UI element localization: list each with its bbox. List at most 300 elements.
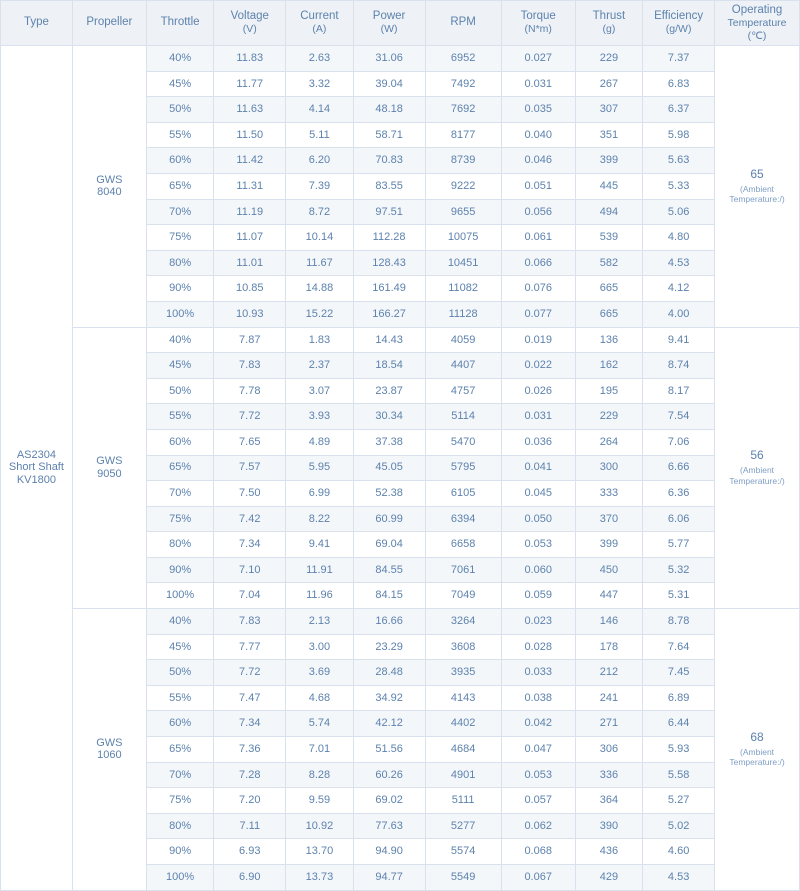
cell-torque: 0.045 bbox=[501, 481, 575, 507]
propeller-line: GWS bbox=[96, 736, 123, 749]
cell-current: 1.83 bbox=[286, 327, 353, 353]
cell-rpm: 4402 bbox=[425, 711, 501, 737]
cell-torque: 0.056 bbox=[501, 199, 575, 225]
cell-current: 9.41 bbox=[286, 532, 353, 558]
cell-rpm: 11082 bbox=[425, 276, 501, 302]
cell-rpm: 5111 bbox=[425, 788, 501, 814]
cell-voltage: 7.77 bbox=[214, 634, 286, 660]
propeller-line: GWS bbox=[96, 173, 123, 186]
cell-rpm: 4757 bbox=[425, 378, 501, 404]
cell-voltage: 7.34 bbox=[214, 532, 286, 558]
cell-power: 51.56 bbox=[353, 737, 425, 763]
cell-power: 42.12 bbox=[353, 711, 425, 737]
cell-power: 84.15 bbox=[353, 583, 425, 609]
cell-thrust: 271 bbox=[575, 711, 642, 737]
cell-voltage: 11.07 bbox=[214, 225, 286, 251]
column-header-sub: (g) bbox=[602, 23, 616, 36]
cell-power: 69.04 bbox=[353, 532, 425, 558]
cell-torque: 0.057 bbox=[501, 788, 575, 814]
cell-efficiency: 5.77 bbox=[643, 532, 715, 558]
cell-thrust: 399 bbox=[575, 532, 642, 558]
temperature-note: Temperature:/) bbox=[729, 194, 785, 205]
cell-throttle: 80% bbox=[146, 250, 213, 276]
cell-throttle: 70% bbox=[146, 199, 213, 225]
cell-voltage: 7.65 bbox=[214, 429, 286, 455]
cell-thrust: 336 bbox=[575, 762, 642, 788]
column-header-sub: (g/W) bbox=[665, 23, 692, 36]
column-header-main: Power bbox=[372, 10, 406, 23]
cell-efficiency: 4.00 bbox=[643, 301, 715, 327]
cell-voltage: 10.85 bbox=[214, 276, 286, 302]
cell-torque: 0.053 bbox=[501, 532, 575, 558]
cell-efficiency: 6.83 bbox=[643, 71, 715, 97]
cell-current: 13.70 bbox=[286, 839, 353, 865]
cell-current: 11.96 bbox=[286, 583, 353, 609]
cell-power: 128.43 bbox=[353, 250, 425, 276]
cell-rpm: 6394 bbox=[425, 506, 501, 532]
cell-rpm: 9655 bbox=[425, 199, 501, 225]
cell-torque: 0.060 bbox=[501, 557, 575, 583]
cell-current: 9.59 bbox=[286, 788, 353, 814]
column-header-9 bbox=[575, 1, 642, 46]
cell-rpm: 11128 bbox=[425, 301, 501, 327]
cell-thrust: 212 bbox=[575, 660, 642, 686]
cell-power: 45.05 bbox=[353, 455, 425, 481]
cell-throttle: 75% bbox=[146, 225, 213, 251]
cell-throttle: 40% bbox=[146, 609, 213, 635]
cell-thrust: 229 bbox=[575, 46, 642, 72]
cell-power: 48.18 bbox=[353, 97, 425, 123]
cell-current: 4.68 bbox=[286, 685, 353, 711]
cell-power: 52.38 bbox=[353, 481, 425, 507]
cell-rpm: 5549 bbox=[425, 865, 501, 891]
temperature-note: (Ambient bbox=[740, 465, 775, 476]
cell-thrust: 162 bbox=[575, 353, 642, 379]
cell-rpm: 7049 bbox=[425, 583, 501, 609]
cell-torque: 0.077 bbox=[501, 301, 575, 327]
cell-throttle: 55% bbox=[146, 404, 213, 430]
cell-torque: 0.059 bbox=[501, 583, 575, 609]
cell-current: 8.28 bbox=[286, 762, 353, 788]
motor-type-cell bbox=[1, 46, 73, 891]
propeller-cell bbox=[72, 327, 146, 609]
cell-power: 161.49 bbox=[353, 276, 425, 302]
cell-thrust: 445 bbox=[575, 173, 642, 199]
cell-torque: 0.051 bbox=[501, 173, 575, 199]
motor-type-line: Short Shaft bbox=[8, 461, 64, 474]
cell-throttle: 50% bbox=[146, 378, 213, 404]
propeller-cell bbox=[72, 609, 146, 891]
cell-efficiency: 8.17 bbox=[643, 378, 715, 404]
cell-efficiency: 4.60 bbox=[643, 839, 715, 865]
cell-thrust: 136 bbox=[575, 327, 642, 353]
cell-voltage: 6.93 bbox=[214, 839, 286, 865]
column-header-main: Operating bbox=[731, 3, 783, 16]
table-row bbox=[1, 327, 800, 353]
cell-rpm: 5114 bbox=[425, 404, 501, 430]
cell-voltage: 11.63 bbox=[214, 97, 286, 123]
cell-power: 94.90 bbox=[353, 839, 425, 865]
cell-rpm: 8177 bbox=[425, 122, 501, 148]
table-body bbox=[1, 46, 800, 891]
cell-current: 3.32 bbox=[286, 71, 353, 97]
cell-efficiency: 7.45 bbox=[643, 660, 715, 686]
cell-rpm: 3264 bbox=[425, 609, 501, 635]
propeller-line: 8040 bbox=[97, 186, 122, 199]
cell-efficiency: 8.74 bbox=[643, 353, 715, 379]
cell-current: 3.93 bbox=[286, 404, 353, 430]
column-header-sub: Temperature bbox=[727, 17, 787, 30]
cell-thrust: 665 bbox=[575, 301, 642, 327]
operating-temperature-cell bbox=[715, 46, 800, 328]
column-header-main: Thrust bbox=[592, 10, 626, 23]
cell-thrust: 333 bbox=[575, 481, 642, 507]
cell-torque: 0.019 bbox=[501, 327, 575, 353]
cell-voltage: 7.72 bbox=[214, 404, 286, 430]
column-header-sub: (A) bbox=[312, 23, 327, 36]
temperature-value: 68 bbox=[750, 729, 764, 744]
cell-throttle: 45% bbox=[146, 71, 213, 97]
cell-efficiency: 7.37 bbox=[643, 46, 715, 72]
cell-efficiency: 4.80 bbox=[643, 225, 715, 251]
cell-voltage: 7.36 bbox=[214, 737, 286, 763]
cell-power: 14.43 bbox=[353, 327, 425, 353]
cell-rpm: 10451 bbox=[425, 250, 501, 276]
temperature-value: 65 bbox=[750, 166, 764, 181]
cell-throttle: 100% bbox=[146, 301, 213, 327]
cell-throttle: 80% bbox=[146, 532, 213, 558]
cell-throttle: 90% bbox=[146, 839, 213, 865]
cell-power: 23.87 bbox=[353, 378, 425, 404]
cell-throttle: 45% bbox=[146, 634, 213, 660]
cell-torque: 0.028 bbox=[501, 634, 575, 660]
column-header-2 bbox=[72, 1, 146, 46]
cell-power: 69.02 bbox=[353, 788, 425, 814]
cell-torque: 0.041 bbox=[501, 455, 575, 481]
cell-power: 166.27 bbox=[353, 301, 425, 327]
cell-efficiency: 7.64 bbox=[643, 634, 715, 660]
temperature-note: (Ambient bbox=[740, 183, 775, 194]
cell-efficiency: 4.12 bbox=[643, 276, 715, 302]
column-header-sub: (℃) bbox=[747, 29, 767, 42]
cell-voltage: 7.42 bbox=[214, 506, 286, 532]
header-row bbox=[1, 1, 800, 46]
cell-rpm: 5277 bbox=[425, 813, 501, 839]
cell-rpm: 9222 bbox=[425, 173, 501, 199]
cell-power: 37.38 bbox=[353, 429, 425, 455]
cell-torque: 0.047 bbox=[501, 737, 575, 763]
cell-rpm: 3935 bbox=[425, 660, 501, 686]
cell-voltage: 7.04 bbox=[214, 583, 286, 609]
cell-throttle: 55% bbox=[146, 685, 213, 711]
cell-voltage: 7.10 bbox=[214, 557, 286, 583]
cell-rpm: 6105 bbox=[425, 481, 501, 507]
cell-voltage: 7.11 bbox=[214, 813, 286, 839]
cell-torque: 0.053 bbox=[501, 762, 575, 788]
cell-power: 34.92 bbox=[353, 685, 425, 711]
cell-torque: 0.023 bbox=[501, 609, 575, 635]
cell-torque: 0.031 bbox=[501, 71, 575, 97]
cell-voltage: 7.50 bbox=[214, 481, 286, 507]
propeller-line: GWS bbox=[96, 455, 123, 468]
cell-throttle: 60% bbox=[146, 148, 213, 174]
cell-current: 15.22 bbox=[286, 301, 353, 327]
cell-current: 5.11 bbox=[286, 122, 353, 148]
cell-rpm: 7061 bbox=[425, 557, 501, 583]
table-row bbox=[1, 46, 800, 72]
cell-voltage: 11.31 bbox=[214, 173, 286, 199]
cell-throttle: 70% bbox=[146, 481, 213, 507]
cell-torque: 0.066 bbox=[501, 250, 575, 276]
cell-efficiency: 9.41 bbox=[643, 327, 715, 353]
cell-thrust: 300 bbox=[575, 455, 642, 481]
cell-voltage: 11.77 bbox=[214, 71, 286, 97]
cell-current: 5.95 bbox=[286, 455, 353, 481]
cell-throttle: 90% bbox=[146, 276, 213, 302]
motor-type-line: AS2304 bbox=[16, 448, 56, 461]
cell-current: 10.14 bbox=[286, 225, 353, 251]
cell-throttle: 40% bbox=[146, 46, 213, 72]
cell-power: 18.54 bbox=[353, 353, 425, 379]
cell-torque: 0.042 bbox=[501, 711, 575, 737]
cell-efficiency: 5.63 bbox=[643, 148, 715, 174]
column-header-11 bbox=[715, 1, 800, 46]
cell-voltage: 11.83 bbox=[214, 46, 286, 72]
column-header-main: RPM bbox=[450, 16, 476, 29]
cell-efficiency: 6.44 bbox=[643, 711, 715, 737]
cell-current: 5.74 bbox=[286, 711, 353, 737]
cell-throttle: 55% bbox=[146, 122, 213, 148]
cell-rpm: 4143 bbox=[425, 685, 501, 711]
cell-voltage: 11.19 bbox=[214, 199, 286, 225]
cell-torque: 0.076 bbox=[501, 276, 575, 302]
cell-voltage: 7.78 bbox=[214, 378, 286, 404]
cell-current: 8.72 bbox=[286, 199, 353, 225]
cell-thrust: 399 bbox=[575, 148, 642, 174]
cell-rpm: 10075 bbox=[425, 225, 501, 251]
cell-current: 2.37 bbox=[286, 353, 353, 379]
cell-current: 11.91 bbox=[286, 557, 353, 583]
cell-power: 58.71 bbox=[353, 122, 425, 148]
cell-rpm: 4901 bbox=[425, 762, 501, 788]
temperature-note: Temperature:/) bbox=[729, 475, 785, 486]
cell-thrust: 241 bbox=[575, 685, 642, 711]
cell-efficiency: 5.98 bbox=[643, 122, 715, 148]
cell-efficiency: 6.06 bbox=[643, 506, 715, 532]
column-header-sub: (N*m) bbox=[524, 23, 552, 36]
cell-thrust: 306 bbox=[575, 737, 642, 763]
cell-thrust: 351 bbox=[575, 122, 642, 148]
cell-throttle: 70% bbox=[146, 762, 213, 788]
cell-efficiency: 5.31 bbox=[643, 583, 715, 609]
cell-power: 94.77 bbox=[353, 865, 425, 891]
cell-voltage: 7.87 bbox=[214, 327, 286, 353]
cell-efficiency: 6.37 bbox=[643, 97, 715, 123]
cell-current: 6.99 bbox=[286, 481, 353, 507]
cell-current: 4.14 bbox=[286, 97, 353, 123]
column-header-main: Propeller bbox=[86, 16, 133, 29]
cell-torque: 0.026 bbox=[501, 378, 575, 404]
cell-efficiency: 7.06 bbox=[643, 429, 715, 455]
cell-voltage: 7.83 bbox=[214, 609, 286, 635]
cell-throttle: 45% bbox=[146, 353, 213, 379]
column-header-main: Voltage bbox=[230, 10, 269, 23]
propeller-line: 9050 bbox=[97, 467, 122, 480]
cell-efficiency: 6.89 bbox=[643, 685, 715, 711]
cell-power: 84.55 bbox=[353, 557, 425, 583]
cell-throttle: 65% bbox=[146, 173, 213, 199]
cell-current: 11.67 bbox=[286, 250, 353, 276]
temperature-note: Temperature:/) bbox=[729, 757, 785, 768]
cell-throttle: 50% bbox=[146, 660, 213, 686]
column-header-8 bbox=[501, 1, 575, 46]
cell-current: 2.13 bbox=[286, 609, 353, 635]
cell-torque: 0.035 bbox=[501, 97, 575, 123]
cell-thrust: 178 bbox=[575, 634, 642, 660]
cell-power: 60.99 bbox=[353, 506, 425, 532]
cell-torque: 0.061 bbox=[501, 225, 575, 251]
cell-voltage: 11.01 bbox=[214, 250, 286, 276]
cell-thrust: 267 bbox=[575, 71, 642, 97]
cell-current: 13.73 bbox=[286, 865, 353, 891]
cell-power: 112.28 bbox=[353, 225, 425, 251]
cell-rpm: 6952 bbox=[425, 46, 501, 72]
column-header-3 bbox=[146, 1, 213, 46]
column-header-main: Torque bbox=[520, 10, 556, 23]
column-header-6 bbox=[353, 1, 425, 46]
cell-voltage: 11.42 bbox=[214, 148, 286, 174]
cell-thrust: 450 bbox=[575, 557, 642, 583]
cell-current: 3.00 bbox=[286, 634, 353, 660]
cell-rpm: 5470 bbox=[425, 429, 501, 455]
cell-rpm: 8739 bbox=[425, 148, 501, 174]
cell-efficiency: 5.27 bbox=[643, 788, 715, 814]
cell-efficiency: 6.66 bbox=[643, 455, 715, 481]
cell-throttle: 90% bbox=[146, 557, 213, 583]
cell-voltage: 7.20 bbox=[214, 788, 286, 814]
cell-thrust: 447 bbox=[575, 583, 642, 609]
cell-thrust: 429 bbox=[575, 865, 642, 891]
cell-thrust: 229 bbox=[575, 404, 642, 430]
cell-power: 70.83 bbox=[353, 148, 425, 174]
column-header-main: Efficiency bbox=[654, 10, 704, 23]
column-header-main: Type bbox=[23, 16, 49, 29]
cell-power: 97.51 bbox=[353, 199, 425, 225]
cell-rpm: 6658 bbox=[425, 532, 501, 558]
cell-throttle: 80% bbox=[146, 813, 213, 839]
cell-throttle: 60% bbox=[146, 711, 213, 737]
cell-voltage: 6.90 bbox=[214, 865, 286, 891]
cell-throttle: 50% bbox=[146, 97, 213, 123]
cell-voltage: 7.57 bbox=[214, 455, 286, 481]
cell-torque: 0.022 bbox=[501, 353, 575, 379]
column-header-main: Throttle bbox=[160, 16, 200, 29]
cell-thrust: 195 bbox=[575, 378, 642, 404]
table-header bbox=[1, 1, 800, 46]
column-header-5 bbox=[286, 1, 353, 46]
cell-efficiency: 4.53 bbox=[643, 250, 715, 276]
cell-rpm: 3608 bbox=[425, 634, 501, 660]
cell-rpm: 7492 bbox=[425, 71, 501, 97]
cell-efficiency: 7.54 bbox=[643, 404, 715, 430]
cell-thrust: 582 bbox=[575, 250, 642, 276]
cell-voltage: 11.50 bbox=[214, 122, 286, 148]
cell-current: 3.07 bbox=[286, 378, 353, 404]
cell-torque: 0.038 bbox=[501, 685, 575, 711]
cell-rpm: 5795 bbox=[425, 455, 501, 481]
cell-efficiency: 5.02 bbox=[643, 813, 715, 839]
cell-thrust: 364 bbox=[575, 788, 642, 814]
cell-power: 83.55 bbox=[353, 173, 425, 199]
cell-throttle: 75% bbox=[146, 788, 213, 814]
cell-power: 16.66 bbox=[353, 609, 425, 635]
cell-power: 30.34 bbox=[353, 404, 425, 430]
cell-current: 7.39 bbox=[286, 173, 353, 199]
cell-thrust: 264 bbox=[575, 429, 642, 455]
cell-efficiency: 8.78 bbox=[643, 609, 715, 635]
cell-efficiency: 5.93 bbox=[643, 737, 715, 763]
cell-throttle: 40% bbox=[146, 327, 213, 353]
cell-torque: 0.027 bbox=[501, 46, 575, 72]
cell-current: 8.22 bbox=[286, 506, 353, 532]
cell-thrust: 436 bbox=[575, 839, 642, 865]
cell-rpm: 4059 bbox=[425, 327, 501, 353]
cell-torque: 0.067 bbox=[501, 865, 575, 891]
cell-efficiency: 4.53 bbox=[643, 865, 715, 891]
cell-voltage: 7.83 bbox=[214, 353, 286, 379]
cell-rpm: 4684 bbox=[425, 737, 501, 763]
column-header-sub: (W) bbox=[380, 23, 398, 36]
cell-current: 6.20 bbox=[286, 148, 353, 174]
propeller-line: 1060 bbox=[97, 749, 122, 762]
cell-thrust: 146 bbox=[575, 609, 642, 635]
cell-efficiency: 5.33 bbox=[643, 173, 715, 199]
cell-thrust: 494 bbox=[575, 199, 642, 225]
cell-current: 4.89 bbox=[286, 429, 353, 455]
cell-power: 39.04 bbox=[353, 71, 425, 97]
cell-current: 3.69 bbox=[286, 660, 353, 686]
column-header-10 bbox=[643, 1, 715, 46]
cell-throttle: 65% bbox=[146, 737, 213, 763]
temperature-value: 56 bbox=[750, 448, 764, 463]
cell-power: 23.29 bbox=[353, 634, 425, 660]
cell-power: 28.48 bbox=[353, 660, 425, 686]
cell-rpm: 4407 bbox=[425, 353, 501, 379]
cell-torque: 0.050 bbox=[501, 506, 575, 532]
cell-current: 7.01 bbox=[286, 737, 353, 763]
cell-throttle: 75% bbox=[146, 506, 213, 532]
cell-voltage: 7.28 bbox=[214, 762, 286, 788]
column-header-main: Current bbox=[300, 10, 339, 23]
table-row bbox=[1, 609, 800, 635]
cell-throttle: 60% bbox=[146, 429, 213, 455]
cell-current: 10.92 bbox=[286, 813, 353, 839]
cell-power: 31.06 bbox=[353, 46, 425, 72]
cell-torque: 0.031 bbox=[501, 404, 575, 430]
cell-voltage: 7.34 bbox=[214, 711, 286, 737]
temperature-note: (Ambient bbox=[740, 746, 775, 757]
cell-thrust: 665 bbox=[575, 276, 642, 302]
cell-efficiency: 6.36 bbox=[643, 481, 715, 507]
cell-voltage: 7.72 bbox=[214, 660, 286, 686]
cell-voltage: 7.47 bbox=[214, 685, 286, 711]
cell-efficiency: 5.32 bbox=[643, 557, 715, 583]
motor-type-line: KV1800 bbox=[16, 474, 56, 487]
column-header-4 bbox=[214, 1, 286, 46]
cell-thrust: 390 bbox=[575, 813, 642, 839]
cell-efficiency: 5.58 bbox=[643, 762, 715, 788]
cell-rpm: 7692 bbox=[425, 97, 501, 123]
